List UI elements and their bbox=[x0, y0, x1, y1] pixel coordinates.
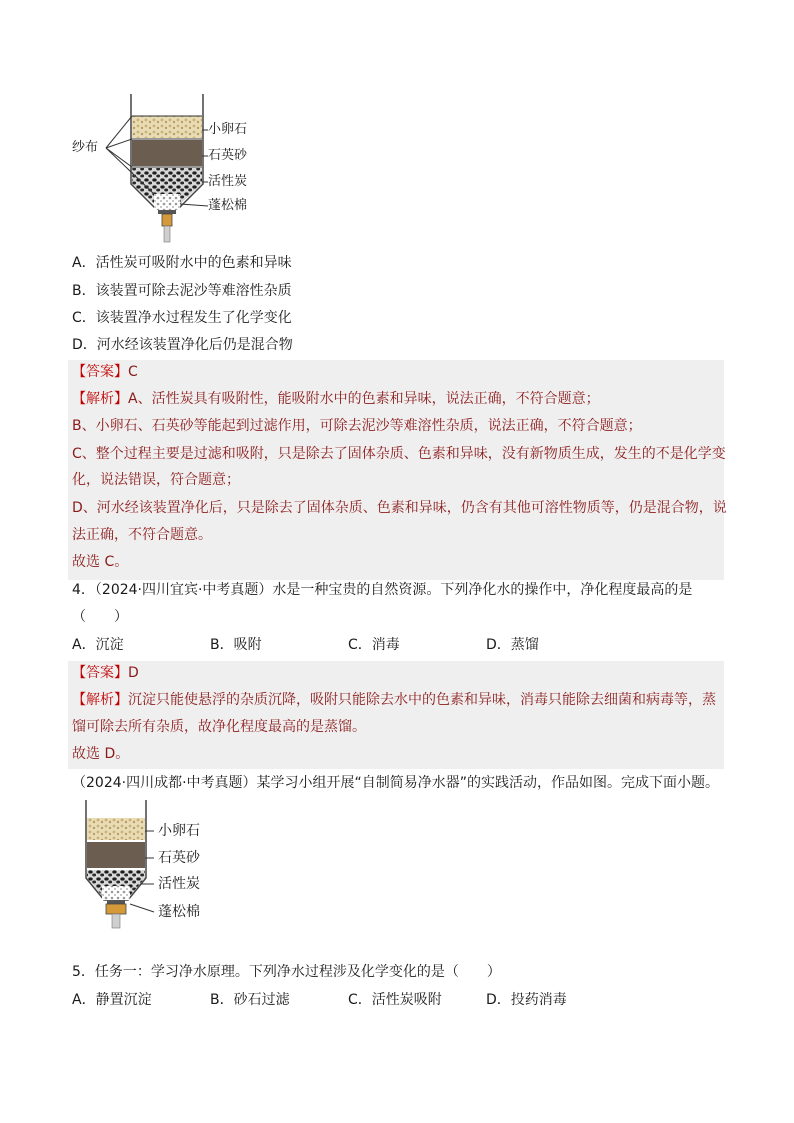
cotton-label: 蓬松棉 bbox=[208, 198, 248, 213]
quartz-sand-label: 石英砂 bbox=[208, 148, 248, 163]
q3-analysis-line-4: 化，说法错误，符合题意； bbox=[72, 472, 240, 488]
q4-analysis-line-1: 【解析】沉淀只能使悬浮的杂质沉降，吸附只能除去水中的色素和异味，消毒只能除去细菌和病毒等，蒸 bbox=[72, 692, 716, 708]
q4-option-b: B．吸附 bbox=[210, 637, 262, 653]
q4-analysis-line-2: 馏可除去所有杂质，故净化程度最高的是蒸馏。 bbox=[72, 719, 366, 735]
q4-conclusion: 故选 D。 bbox=[72, 746, 130, 762]
q3-conclusion: 故选 C。 bbox=[72, 554, 129, 570]
q3-answer bbox=[72, 363, 138, 381]
q3-option-c: C．该装置净水过程发生了化学变化 bbox=[72, 310, 292, 326]
q4-stem-line-2: （ ） bbox=[72, 609, 128, 625]
analysis-tag: 【解析】 bbox=[72, 391, 128, 407]
q3-option-d: D．河水经该装置净化后仍是混合物 bbox=[72, 337, 293, 353]
q3-analysis-line-2: B、小卵石、石英砂等能起到过滤作用，可除去泥沙等难溶性杂质，说法正确，不符合题意； bbox=[72, 418, 642, 434]
q4-answer: 【答案】D bbox=[72, 665, 139, 681]
q5-stem: 5．任务一：学习净水原理。下列净水过程涉及化学变化的是（ ） bbox=[72, 964, 501, 980]
q3-answer-block bbox=[68, 360, 727, 580]
activated-carbon-label: 活性炭 bbox=[208, 174, 248, 189]
q3-analysis-line-6: 法正确，不符合题意。 bbox=[72, 527, 212, 543]
q5-option-a: A．静置沉淀 bbox=[72, 992, 152, 1008]
q4-option-d: D．蒸馏 bbox=[486, 637, 539, 653]
activated-carbon-label-2: 活性炭 bbox=[158, 876, 200, 892]
q3-option-b: B．该装置可除去泥沙等难溶性杂质 bbox=[72, 283, 292, 299]
q3-analysis-line-3: C、整个过程主要是过滤和吸附，只是除去了固体杂质、色素和异味，没有新物质生成，发生的不是化学变 bbox=[72, 446, 726, 462]
q5-option-b: B．砂石过滤 bbox=[210, 992, 290, 1008]
q4-stem-line-1: 4．（2024·四川宜宾·中考真题）水是一种宝贵的自然资源。下列净化水的操作中，净化程度最高的是 bbox=[72, 582, 693, 598]
pebble-label: 小卵石 bbox=[208, 122, 248, 137]
q5-option-d: D．投药消毒 bbox=[486, 992, 567, 1008]
pebble-label-2: 小卵石 bbox=[158, 823, 200, 839]
answer-tag: 【答案】 bbox=[72, 364, 128, 380]
q4-option-a: A．沉淀 bbox=[72, 637, 124, 653]
q4-option-c: C．消毒 bbox=[348, 637, 400, 653]
cotton-label-2: 蓬松棉 bbox=[158, 904, 200, 920]
q3-option-a: A．活性炭可吸附水中的色素和异味 bbox=[72, 255, 292, 271]
q4-answer-block bbox=[68, 661, 724, 769]
q5-option-c: C．活性炭吸附 bbox=[348, 992, 442, 1008]
q3-analysis-line-5: D、河水经该装置净化后，只是除去了固体杂质、色素和异味，仍含有其他可溶性物质等，仍是混合物，说 bbox=[72, 500, 727, 516]
gauze-label: 纱布 bbox=[72, 140, 99, 155]
q3-analysis-line-1: 【解析】A、活性炭具有吸附性，能吸附水中的色素和异味，说法正确，不符合题意； bbox=[72, 391, 600, 407]
answer-value: C bbox=[128, 364, 138, 380]
quartz-sand-label-2: 石英砂 bbox=[158, 850, 200, 866]
group-intro: （2024·四川成都·中考真题）某学习小组开展“自制简易净水器”的实践活动，作品如图。完成下面小题。 bbox=[72, 775, 720, 791]
